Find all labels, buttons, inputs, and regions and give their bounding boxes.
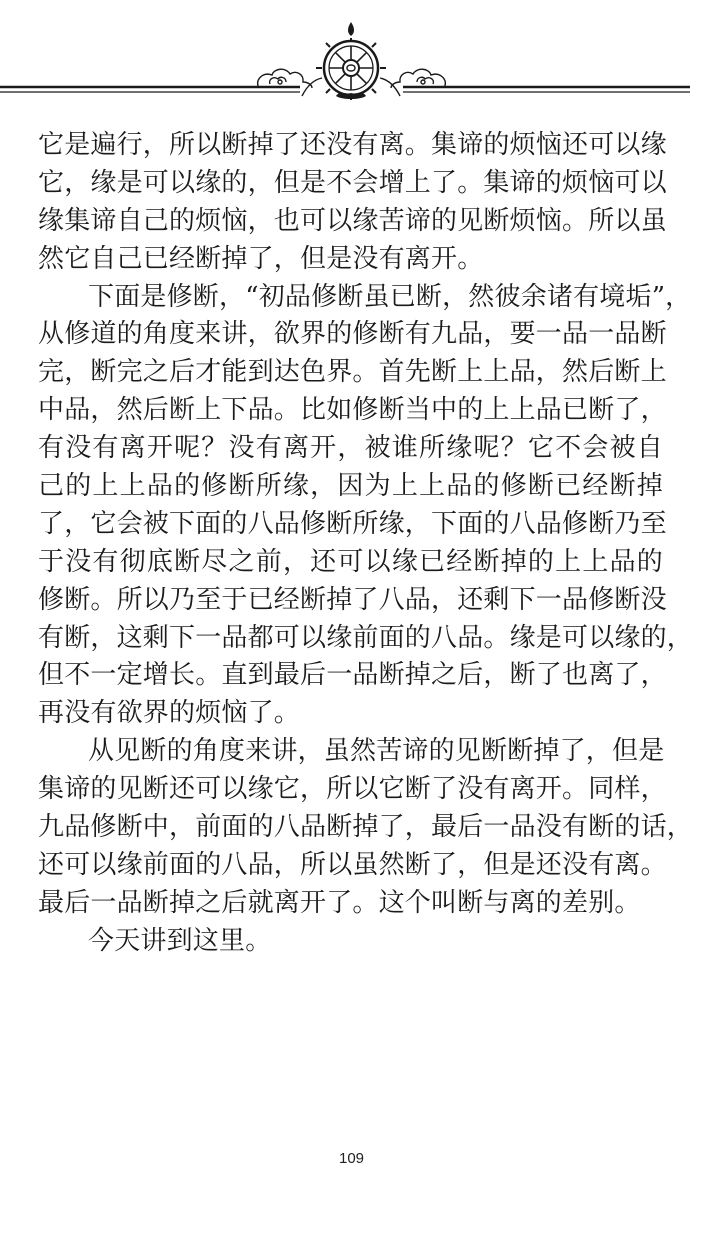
text-line: 有断，这剩下一品都可以缘前面的八品。缘是可以缘的， [38, 622, 694, 653]
text-line: 然它自己已经断掉了，但是没有离开。 [38, 243, 484, 274]
text-line: 从修道的角度来讲，欲界的修断有九品，要一品一品断 [38, 319, 667, 350]
text-line: 最后一品断掉之后就离开了。这个叫断与离的差别。 [38, 887, 641, 918]
body-text [38, 127, 694, 961]
text-line: 再没有欲界的烦恼了。 [38, 698, 301, 729]
header-ornament [0, 0, 703, 110]
text-line: 缘集谛自己的烦恼，也可以缘苦谛的见断烦恼。所以虽 [38, 205, 667, 236]
page-number: 109 [338, 1150, 365, 1167]
page-header [0, 0, 703, 110]
cloud-scroll-icon [258, 69, 312, 88]
text-line: 修断。所以乃至于已经断掉了八品，还剩下一品修断没 [38, 584, 667, 615]
text-line: 今天讲到这里。 [88, 925, 272, 956]
text-line: 还可以缘前面的八品，所以虽然断了，但是还没有离。 [38, 849, 667, 880]
text-line: 于没有彻底断尽之前，还可以缘已经断掉的上上品的 [38, 546, 663, 577]
text-line: 有没有离开呢？没有离开，被谁所缘呢？它不会被自 [38, 433, 663, 464]
text-line: 它，缘是可以缘的，但是不会增上了。集谛的烦恼可以 [38, 167, 667, 198]
text-line: 下面是修断，“初品修断虽已断，然彼余诸有境垢”， [88, 281, 692, 312]
text-line: 己的上上品的修断所缘，因为上上品的修断已经断掉 [38, 471, 663, 502]
text-line: 集谛的见断还可以缘它，所以它断了没有离开。同样， [38, 774, 667, 805]
text-line: 了，它会被下面的八品修断所缘，下面的八品修断乃至 [38, 508, 667, 539]
text-line: 但不一定增长。直到最后一品断掉之后，断了也离了， [38, 660, 667, 691]
cloud-scroll-icon [391, 69, 445, 88]
text-line: 完，断完之后才能到达色界。首先断上上品，然后断上 [38, 357, 667, 388]
text-line: 九品修断中，前面的八品断掉了，最后一品没有断的话， [38, 812, 694, 843]
dharma-wheel-icon [302, 22, 400, 100]
text-line: 从见断的角度来讲，虽然苦谛的见断断掉了，但是 [88, 736, 665, 767]
text-line: 它是遍行，所以断掉了还没有离。集谛的烦恼还可以缘 [38, 130, 667, 160]
text-line: 中品，然后断上下品。比如修断当中的上上品已断了， [38, 395, 667, 426]
